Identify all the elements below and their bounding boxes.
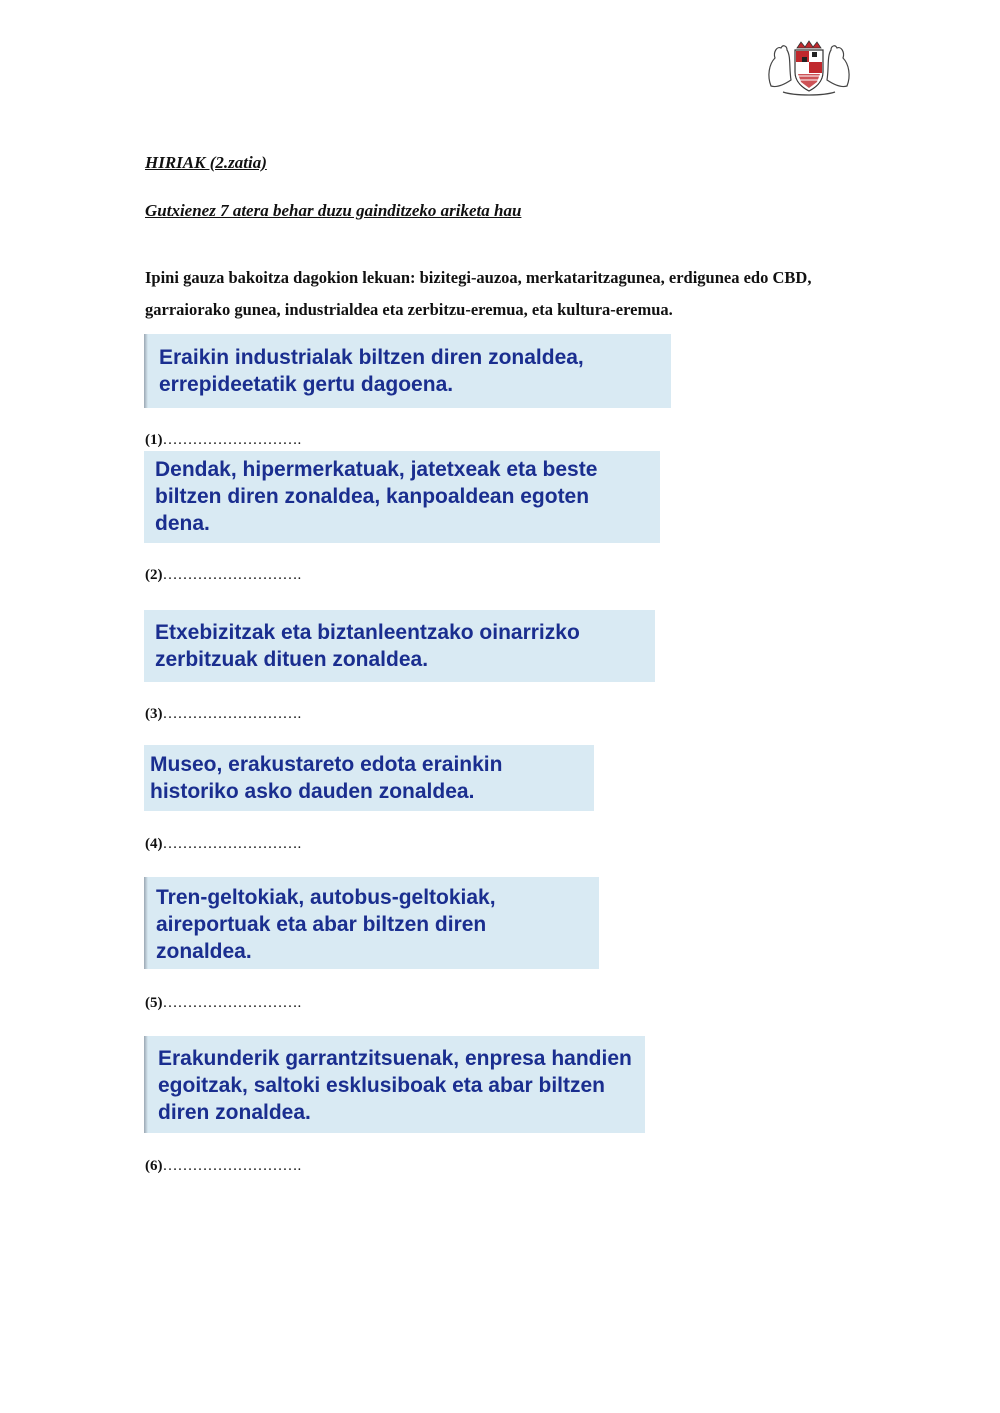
card-edge [144,1036,148,1133]
description-text: Erakunderik garrantzitsuenak, enpresa handien egoitzak, saltoki esklusiboak eta abar biltzen diren zonaldea. [158,1047,632,1124]
description-card-4 [144,745,594,811]
answer-line-6[interactable] [145,1158,301,1175]
coat-of-arms-icon [765,38,853,98]
worksheet-subtitle: Gutxienez 7 atera behar duzu gainditzeko ariketa hau [145,201,522,220]
answer-line-5[interactable] [145,995,301,1012]
description-text: Tren-geltokiak, autobus-geltokiak, aireportuak eta abar biltzen diren zonaldea. [156,886,496,963]
answer-blank[interactable]: ………………………. [162,567,302,583]
instructions-text: Ipini gauza bakoitza dagokion lekuan: bizitegi-auzoa, merkataritzagunea, erdigunea edo CBD, garraiorako gunea, industrialdea eta zerbitzu-eremua, eta kultura-eremua. [145,268,812,319]
description-text: Eraikin industrialak biltzen diren zonaldea, errepideetatik gertu dagoena. [159,346,584,396]
description-card-3 [144,610,655,682]
description-card-6 [144,1036,645,1133]
description-card-1 [144,334,671,408]
answer-blank[interactable]: ………………………. [162,1158,302,1174]
answer-blank[interactable]: ………………………. [162,432,302,448]
card-edge [144,877,148,969]
description-card-2 [144,451,660,543]
answer-blank[interactable]: ………………………. [162,995,302,1011]
answer-number: (6) [145,1158,163,1174]
worksheet-title: HIRIAK (2.zatia) [145,153,267,172]
answer-number: (5) [145,995,163,1011]
answer-blank[interactable]: ………………………. [162,706,302,722]
description-text: Etxebizitzak eta biztanleentzako oinarrizko zerbitzuak dituen zonaldea. [155,621,580,671]
answer-number: (1) [145,432,163,448]
answer-number: (4) [145,836,163,852]
answer-line-3[interactable] [145,706,301,723]
answer-line-1[interactable] [145,432,301,449]
description-text: Dendak, hipermerkatuak, jatetxeak eta beste biltzen diren zonaldea, kanpoaldean egoten dena. [155,458,598,535]
answer-number: (3) [145,706,163,722]
answer-line-4[interactable] [145,836,301,853]
description-text: Museo, erakustareto edota erainkin historiko asko dauden zonaldea. [150,753,503,803]
description-card-5 [144,877,599,969]
answer-line-2[interactable] [145,567,301,584]
answer-blank[interactable]: ………………………. [162,836,302,852]
card-edge [144,334,148,408]
answer-number: (2) [145,567,163,583]
